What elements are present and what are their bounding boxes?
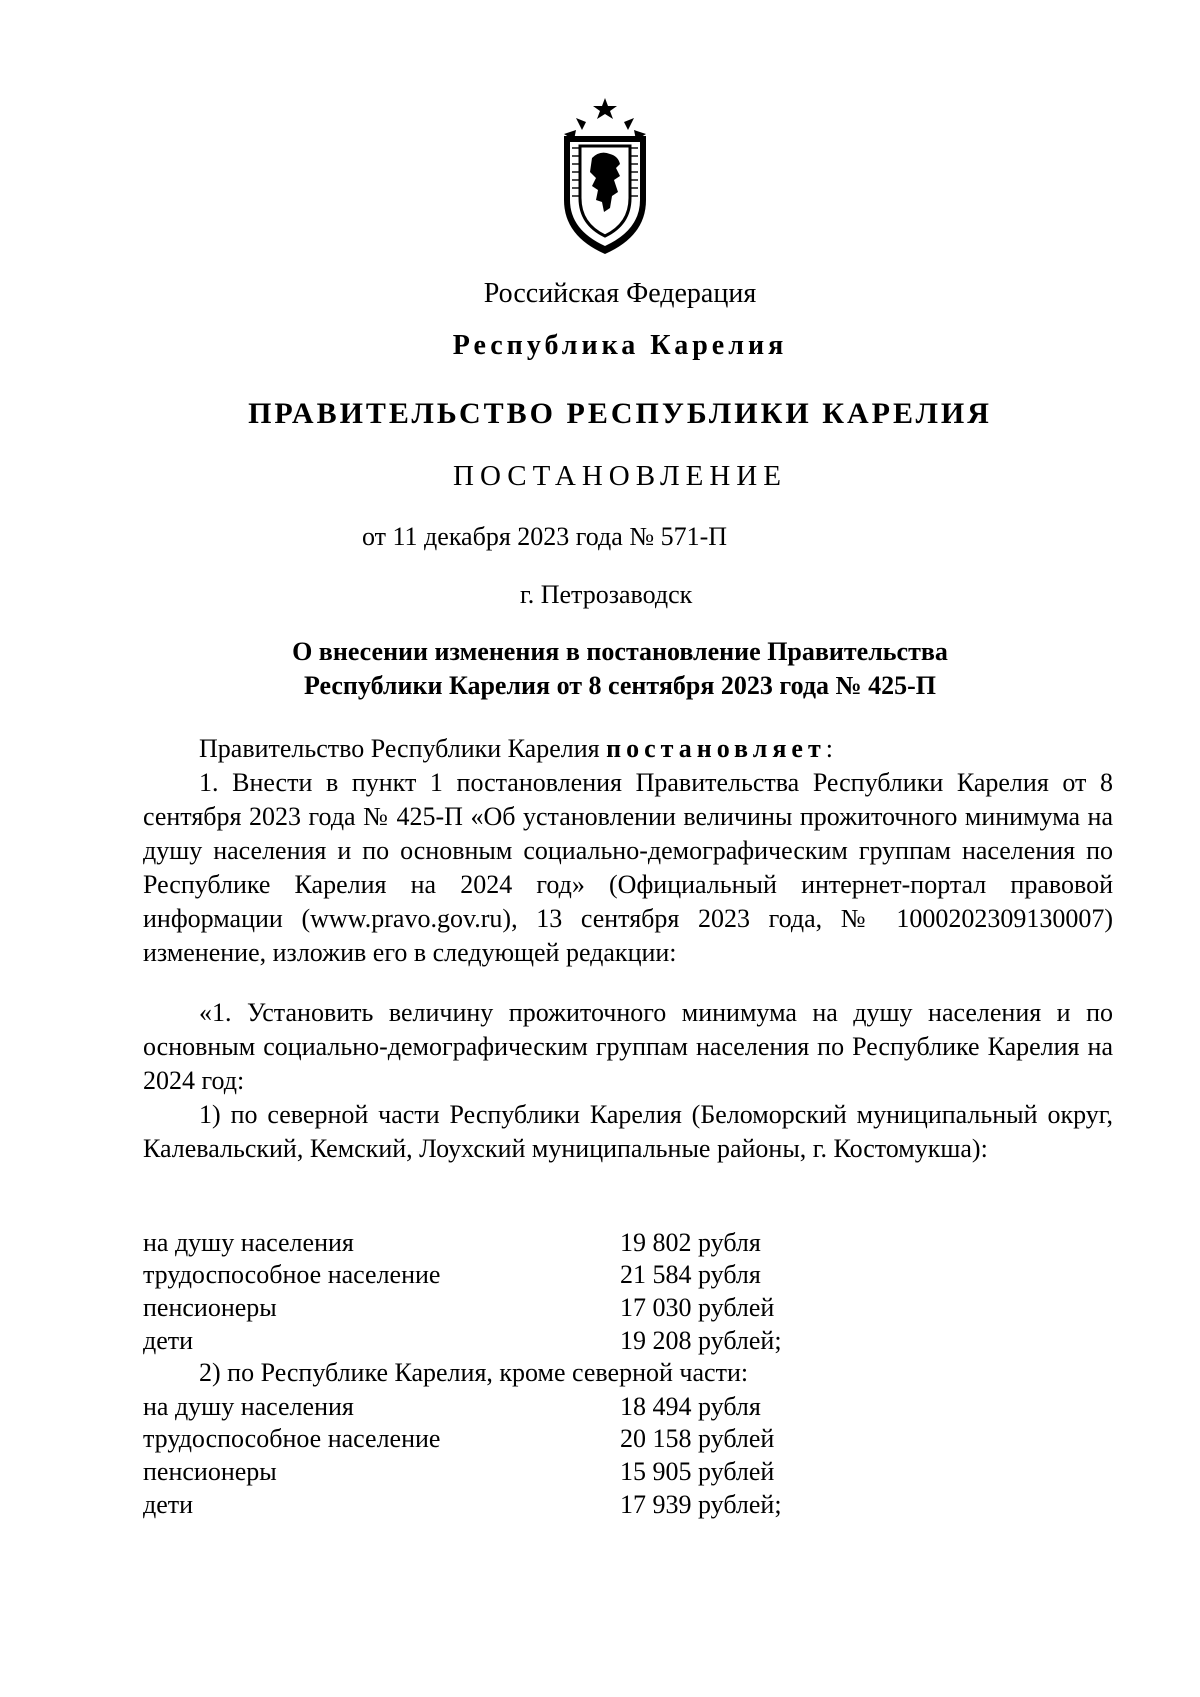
document-date-number: от 11 декабря 2023 года № 571-П xyxy=(362,522,728,551)
row-label: на душу населения xyxy=(143,1392,354,1421)
row-label: пенсионеры xyxy=(143,1293,277,1322)
intro-paragraph xyxy=(143,732,1113,766)
intro-keyword: постановляет xyxy=(606,734,826,763)
republic-name: Республика Карелия xyxy=(452,330,788,361)
row-value: 21 584 рубля xyxy=(620,1260,761,1289)
row-value: 18 494 рубля xyxy=(620,1392,761,1421)
row-value: 20 158 рублей xyxy=(620,1424,775,1453)
row-label: на душу населения xyxy=(143,1228,354,1257)
row-label: трудоспособное население xyxy=(143,1424,441,1453)
subject-line-2: Республики Карелия от 8 сентября 2023 года № 425-П xyxy=(304,671,936,700)
row-value: 17 030 рублей xyxy=(620,1293,775,1322)
subject-line-1: О внесении изменения в постановление Правительства xyxy=(292,637,948,666)
intro-suffix: : xyxy=(825,734,833,763)
north-part-heading: 1) по северной части Республики Карелия (Беломорский муниципальный округ, Калевальский, Кемский, Лоухский муниципальные районы, г. Костомукша): xyxy=(143,1100,1113,1163)
quoted-item-paragraph: «1. Установить величину прожиточного минимума на душу населения и по основным социально-демографическим группам населения по Республике Карелия на 2024 год: xyxy=(143,998,1113,1095)
intro-prefix: Правительство Республики Карелия xyxy=(199,734,607,763)
government-name: ПРАВИТЕЛЬСТВО РЕСПУБЛИКИ КАРЕЛИЯ xyxy=(248,397,992,430)
document-city: г. Петрозаводск xyxy=(520,580,693,609)
row-label: трудоспособное население xyxy=(143,1260,441,1289)
other-part-heading: 2) по Республике Карелия, кроме северной части: xyxy=(199,1358,749,1387)
row-label: пенсионеры xyxy=(143,1457,277,1486)
country-name: Российская Федерация xyxy=(483,278,757,309)
row-value: 15 905 рублей xyxy=(620,1457,775,1486)
document-type: ПОСТАНОВЛЕНИЕ xyxy=(453,460,787,492)
row-label: дети xyxy=(143,1490,194,1519)
row-value: 17 939 рублей; xyxy=(620,1490,782,1519)
row-label: дети xyxy=(143,1326,194,1355)
item-1-paragraph: 1. Внести в пункт 1 постановления Правительства Республики Карелия от 8 сентября 2023 года № 425-П «Об установлении величины прожиточного минимума на душу населения и по основным социально-демографическим группам населения по Республике Карелия на 2024 год» (Официальный интернет-портал правовой информации (www.pravo.gov.ru), 13 сентября 2023 года, № 1000202309130007) изменение, изложив его в следующей редакции: xyxy=(143,768,1113,967)
karelia-coat-of-arms-icon xyxy=(556,96,654,256)
row-value: 19 802 рубля xyxy=(620,1228,761,1257)
row-value: 19 208 рублей; xyxy=(620,1326,782,1355)
